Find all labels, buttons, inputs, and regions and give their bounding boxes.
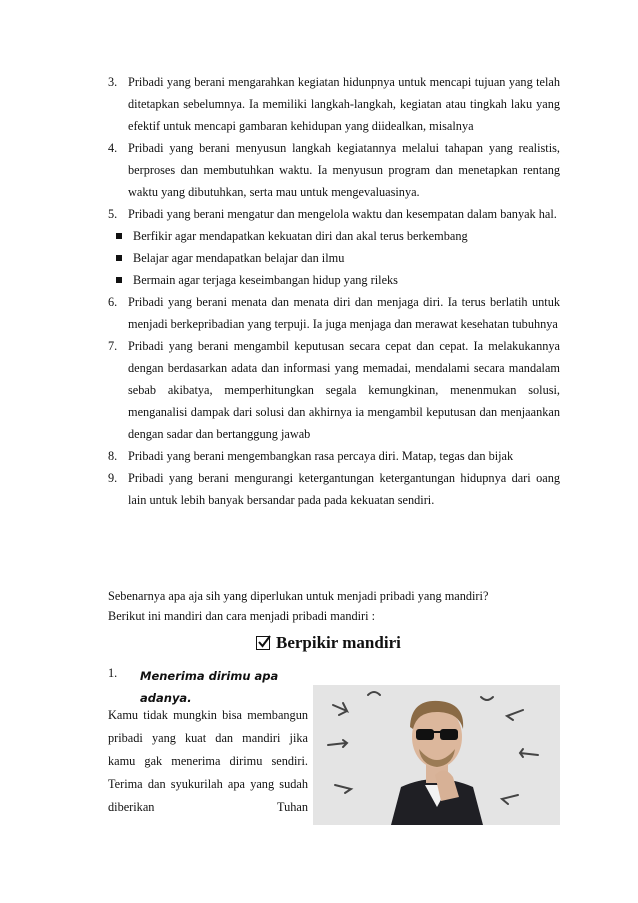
list-text: Pribadi yang berani mengambil keputusan secara cepat dan cepat. Ia melakukannya dengan berdasarkan adata dan informasi yang memadai, mendalami secara mandalam sebab akibatya, memperhitungkan segala kemungkinan, menenmukan solusi, menganalisi dampak dari solusi dan akhirnya ia mengambil keputusan dan menjaankan dengan sadar dan bertanggung jawab: [128, 339, 560, 441]
list-item: [108, 335, 560, 445]
list-number: 3.: [108, 75, 118, 89]
list-number: 7.: [108, 339, 118, 353]
list-number: 9.: [108, 471, 118, 485]
list-text: Pribadi yang berani mengarahkan kegiatan hidunpnya untuk mencapi tujuan yang telah ditetapkan sebelumnya. Ia memiliki langkah-langkah, kegiatan atau tingkah laku yang efektif untuk mencapi gambaran kehidupan yang diidealkan, misalnya: [128, 75, 560, 133]
list-text: Pribadi yang berani mengatur dan mengelola waktu dan kesempatan dalam banyak hal.: [128, 207, 557, 221]
list-item: [108, 445, 560, 467]
list-text: Pribadi yang berani mengembangkan rasa percaya diri. Matap, tegas dan bijak: [128, 449, 514, 463]
list-text: Pribadi yang berani menata dan menata diri dan menjaga diri. Ia terus berlatih untuk menjadi berkepribadian yang terpuji. Ia juga menjaga dan merawat kesehatan tubuhnya: [128, 295, 560, 331]
bullet-text: Berfikir agar mendapatkan kekuatan diri dan akal terus berkembang: [133, 229, 468, 243]
question-paragraph: Sebenarnya apa aja sih yang diperlukan untuk menjadi pribadi yang mandiri?: [108, 589, 489, 603]
checkbox-checked-icon: [256, 636, 270, 650]
subsection-title: Menerima dirimu apa adanya.: [140, 669, 279, 705]
body-paragraph: Kamu tidak mungkin bisa membangun pribadi yang kuat dan mandiri jika kamu gak menerima dirimu sendiri. Terima dan syukurilah apa yang sudah diberikan Tuhan: [108, 708, 308, 814]
bullet-list: [108, 225, 560, 291]
subsection-number: 1.: [108, 666, 118, 680]
square-bullet-icon: [114, 225, 133, 247]
square-bullet-icon: [114, 269, 133, 291]
bullet-item: [108, 269, 560, 291]
list-item: [108, 291, 560, 335]
bullet-item: [108, 225, 560, 247]
list-number: 4.: [108, 141, 118, 155]
list-number: 8.: [108, 449, 118, 463]
list-text: Pribadi yang berani menyusun langkah kegiatannya melalui tahapan yang realistis, berproses dan membutuhkan waktu. Ia menyusun program dan menetapkan rentang waktu yang dibutuhkan, serta mau untuk mengevaluasinya.: [128, 141, 560, 199]
list-text: Pribadi yang berani mengurangi ketergantungan ketergantungan hidupnya dari oang lain untuk lebih banyak bersandar pada pada kekuatan sendiri.: [128, 471, 560, 507]
list-item: [108, 137, 560, 203]
list-item: [108, 71, 560, 137]
bullet-text: Belajar agar mendapatkan belajar dan ilmu: [133, 251, 345, 265]
bullet-text: Bermain agar terjaga keseimbangan hidup yang rileks: [133, 273, 398, 287]
numbered-list: [108, 71, 560, 511]
man-with-sunglasses-photo: [313, 685, 560, 825]
list-item: [108, 467, 560, 511]
section-heading: [256, 633, 401, 653]
list-item: [108, 203, 560, 225]
list-number: 5.: [108, 207, 118, 221]
intro-paragraph: Berikut ini mandiri dan cara menjadi pribadi mandiri :: [108, 609, 376, 623]
heading-text: Berpikir mandiri: [276, 633, 401, 652]
square-bullet-icon: [114, 247, 133, 269]
list-number: 6.: [108, 295, 118, 309]
bullet-item: [108, 247, 560, 269]
